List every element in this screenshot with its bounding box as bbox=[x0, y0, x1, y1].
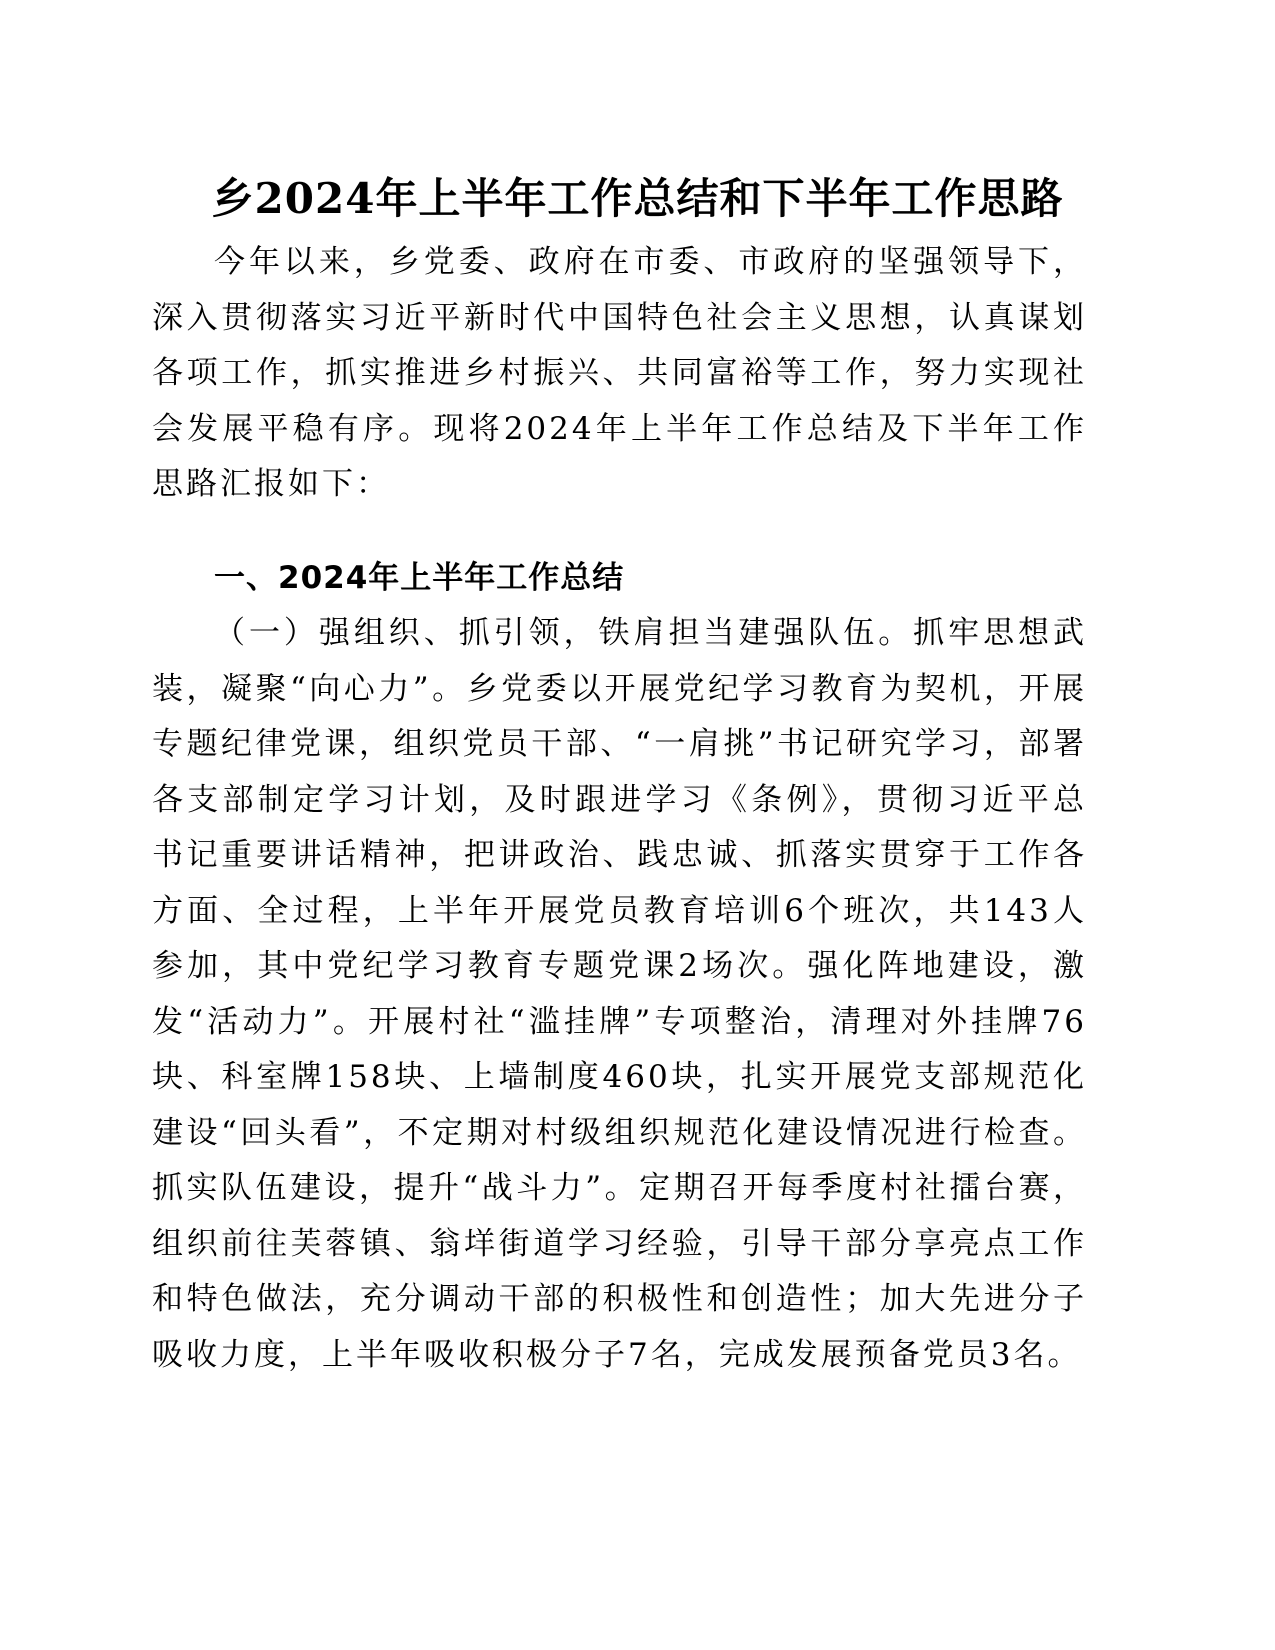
section-heading: 一、2024年上半年工作总结 bbox=[214, 560, 625, 596]
intro-paragraph: 今年以来，乡党委、政府在市委、市政府的坚强领导下，深入贯彻落实习近平新时代中国特色社会主义思想，认真谋划各项工作，抓实推进乡村振兴、共同富裕等工作，努力实现社会发展平稳有序。现将2024年上半年工作总结及下半年工作思路汇报如下： bbox=[152, 244, 1087, 502]
document-title: 乡2024年上半年工作总结和下半年工作思路 bbox=[211, 174, 1064, 223]
subsection-paragraph: （一）强组织、抓引领，铁肩担当建强队伍。抓牢思想武装，凝聚“向心力”。乡党委以开展党纪学习教育为契机，开展专题纪律党课，组织党员干部、“一肩挑”书记研究学习，部署各支部制定学习计划，及时跟进学习《条例》，贯彻习近平总书记重要讲话精神，把讲政治、践忠诚、抓落实贯穿于工作各方面、全过程，上半年开展党员教育培训6个班次，共143人参加，其中党纪学习教育专题党课2场次。强化阵地建设，激发“活动力”。开展村社“滥挂牌”专项整治，清理对外挂牌76块、科室牌158块、上墙制度460块，扎实开展党支部规范化建设“回头看”，不定期对村级组织规范化建设情况进行检查。抓实队伍建设，提升“战斗力”。定期召开每季度村社擂台赛，组织前往芙蓉镇、翁垟街道学习经验，引导干部分享亮点工作和特色做法，充分调动干部的积极性和创造性；加大先进分子吸收力度，上半年吸收积极分子7名，完成发展预备党员3名。 bbox=[152, 615, 1087, 1373]
